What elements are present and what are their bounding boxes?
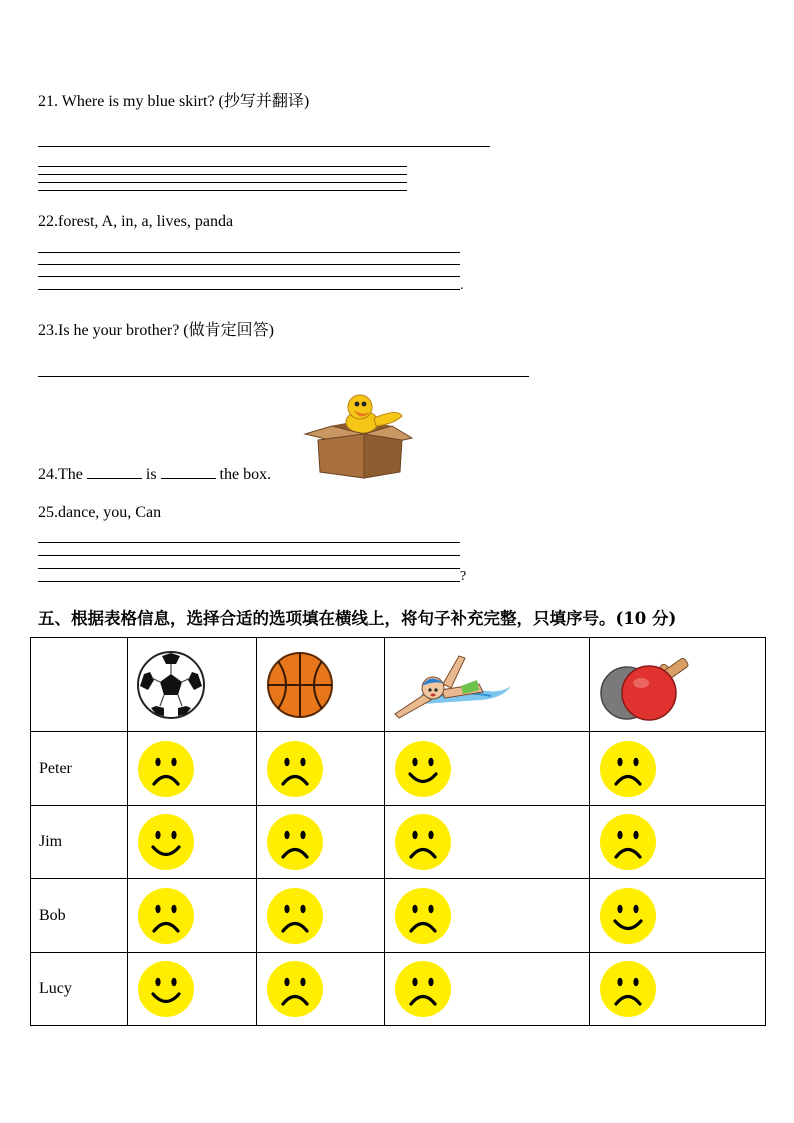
face-cell: [385, 732, 590, 806]
sad-face-icon: [395, 961, 451, 1017]
table-row: [31, 879, 766, 953]
sad-face-icon: [395, 888, 451, 944]
happy-face-icon: [138, 814, 194, 870]
section-five-heading: 五、根据表格信息，选择合适的选项填在横线上，将句子补充完整，只填序号。(10 分): [38, 609, 677, 628]
question-mark: ?: [460, 569, 467, 584]
face-cell: [590, 732, 766, 806]
face-cell: [128, 806, 257, 879]
answer-line: [38, 166, 407, 167]
table-row: [31, 953, 766, 1026]
face-cell: [128, 879, 257, 953]
answer-line: [38, 264, 460, 265]
swimming-icon: [391, 650, 515, 720]
face-cell: [128, 732, 257, 806]
answer-line: [38, 542, 460, 543]
table-header-row: [31, 638, 766, 732]
header-empty-cell: [31, 638, 128, 732]
answer-line: [38, 555, 460, 556]
face-cell: [590, 879, 766, 953]
answer-line: [38, 174, 407, 175]
happy-face-icon: [395, 741, 451, 797]
answer-line: [38, 146, 490, 147]
face-cell: [257, 732, 385, 806]
happy-face-icon: [138, 961, 194, 1017]
sad-face-icon: [267, 814, 323, 870]
answer-line: [38, 289, 460, 290]
sad-face-icon: [395, 814, 451, 870]
answer-line: [38, 252, 460, 253]
header-cell-football: [128, 638, 257, 732]
sad-face-icon: [267, 888, 323, 944]
face-cell: [590, 953, 766, 1026]
row-name: Peter: [31, 732, 128, 806]
question-23: 23.Is he your brother? (做肯定回答): [38, 322, 274, 339]
answer-line: [38, 190, 407, 191]
sad-face-icon: [267, 961, 323, 1017]
question-22: 22.forest, A, in, a, lives, panda: [38, 213, 234, 230]
sentence-period: .: [460, 278, 464, 293]
ping-pong-icon: [599, 649, 701, 721]
face-cell: [257, 953, 385, 1026]
header-cell-ping-pong: [590, 638, 766, 732]
soccer-ball-icon: [136, 650, 206, 720]
blank-1[interactable]: [87, 464, 142, 479]
question-21: 21. Where is my blue skirt? (抄写并翻译): [38, 93, 310, 110]
face-cell: [385, 806, 590, 879]
face-cell: [590, 806, 766, 879]
blank-2[interactable]: [161, 464, 216, 479]
sad-face-icon: [267, 741, 323, 797]
basketball-icon: [266, 651, 334, 719]
sad-face-icon: [600, 741, 656, 797]
sports-preference-table: [30, 637, 766, 1026]
face-cell: [257, 879, 385, 953]
table-row: [31, 732, 766, 806]
answer-line: [38, 276, 460, 277]
row-name: Lucy: [31, 953, 128, 1026]
sad-face-icon: [138, 888, 194, 944]
table-row: [31, 806, 766, 879]
sad-face-icon: [138, 741, 194, 797]
sad-face-icon: [600, 814, 656, 870]
header-cell-swimming: [385, 638, 590, 732]
answer-line: [38, 581, 460, 582]
row-name: Jim: [31, 806, 128, 879]
happy-face-icon: [600, 888, 656, 944]
sad-face-icon: [600, 961, 656, 1017]
answer-line: [38, 182, 407, 183]
face-cell: [257, 806, 385, 879]
duck-in-box-image: [302, 394, 417, 480]
question-25: 25.dance, you, Can: [38, 504, 162, 521]
face-cell: [385, 953, 590, 1026]
face-cell: [128, 953, 257, 1026]
answer-line: [38, 376, 529, 377]
answer-line: [38, 568, 460, 569]
row-name: Bob: [31, 879, 128, 953]
face-cell: [385, 879, 590, 953]
question-24: 24.The is the box.: [38, 466, 272, 483]
header-cell-basketball: [257, 638, 385, 732]
